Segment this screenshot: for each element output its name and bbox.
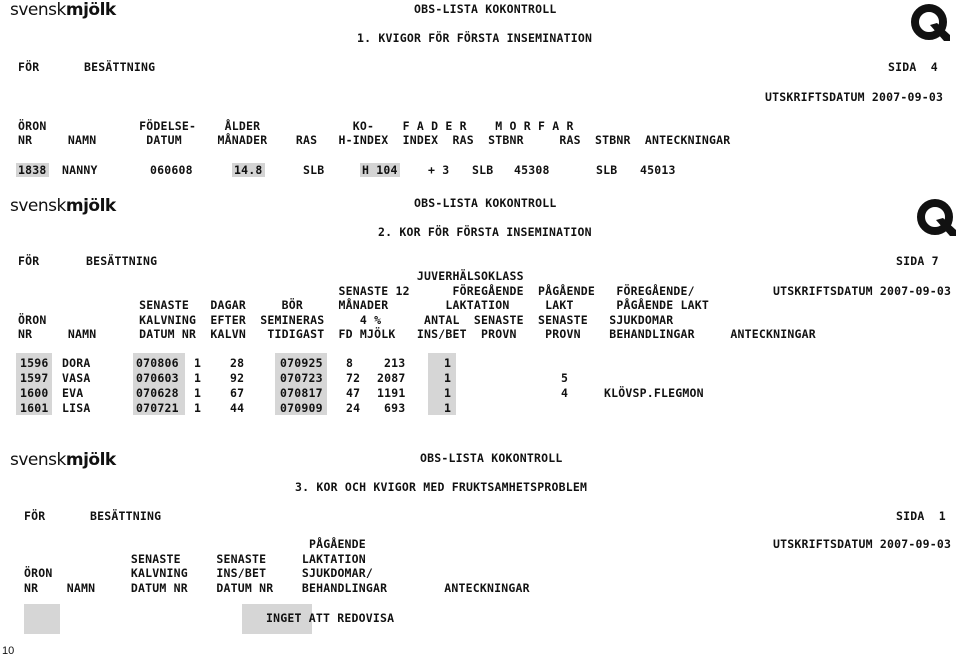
for-label: FÖR — [24, 509, 46, 523]
column-header-line-4: ÖRON KALVNING EFTER SEMINERAS 4 % ANTAL SENASTE SENASTE SJUKDOMAR — [18, 313, 674, 327]
print-date: UTSKRIFTSDATUM 2007-09-03 — [765, 90, 944, 104]
cell-name: LISA — [62, 401, 91, 415]
column-header-line-2: SENASTE 12 FÖREGÅENDE PÅGÅENDE FÖREGÅENDE/ — [18, 284, 695, 298]
table-row — [16, 164, 49, 177]
cell-name: DORA — [62, 356, 91, 370]
column-header-line-2: NR NAMN DATUM MÅNADER RAS H-INDEX INDEX RAS STBNR RAS STBNR ANTECKNINGAR — [18, 133, 731, 147]
cell-bor: 070817 — [280, 386, 323, 400]
cell-fd: 8 — [346, 356, 354, 370]
cell-senaste-provn: 5 — [561, 371, 569, 385]
cell-mfather-stbnr: 45013 — [640, 163, 676, 177]
cell-mjolk: 213 — [384, 356, 406, 370]
page-indicator: SIDA 7 — [896, 254, 939, 268]
cell-dagar: 67 — [230, 386, 245, 400]
column-header-line-5: NR NAMN DATUM NR KALVN TIDIGAST FD MJÖLK INS/BET PROVN PROVN BEHANDLINGAR ANTECKNINGAR — [18, 327, 816, 341]
column-header-line-1: ÖRON FÖDELSE- ÅLDER KO- F A D E R M O R F A R — [18, 119, 574, 133]
cell-hindex: H 104 — [362, 163, 398, 177]
cell-date: 070603 — [136, 371, 179, 385]
list-title: OBS-LISTA KOKONTROLL — [414, 2, 557, 16]
cell-ins: 1 — [444, 386, 452, 400]
cell-dob: 060608 — [150, 163, 193, 177]
cell-bor: 070909 — [280, 401, 323, 415]
cell-senaste-provn: 4 — [561, 386, 569, 400]
cell-nr: 1 — [194, 356, 202, 370]
cell-oron: 1601 — [20, 401, 49, 415]
page-number: 10 — [2, 645, 15, 657]
column-header-line-1: PÅGÅENDE — [24, 537, 366, 551]
for-label: FÖR — [18, 254, 40, 268]
cell-ins: 1 — [444, 356, 452, 370]
no-records-message: INGET ATT REDOVISA — [266, 611, 395, 625]
cell-date: 070721 — [136, 401, 179, 415]
q-quality-icon — [910, 3, 950, 45]
cell-ras: SLB — [303, 163, 325, 177]
cell-name: NANNY — [62, 163, 98, 177]
list-subtitle: 3. KOR OCH KVIGOR MED FRUKTSAMHETSPROBLEM — [295, 480, 588, 494]
cell-nr: 1 — [194, 371, 202, 385]
cell-sjukdomar: KLÖVSP.FLEGMON — [604, 386, 704, 400]
cell-oron: 1597 — [20, 371, 49, 385]
list-title: OBS-LISTA KOKONTROLL — [420, 451, 563, 465]
cell-bor: 070723 — [280, 371, 323, 385]
logo-part1: svensk — [10, 0, 66, 20]
logo-part1: svensk — [10, 450, 66, 470]
cell-mjolk: 1191 — [377, 386, 406, 400]
cell-oron: 1838 — [18, 163, 47, 177]
cell-name: VASA — [62, 371, 91, 385]
page-indicator: SIDA 4 — [888, 60, 938, 74]
list-subtitle: 1. KVIGOR FÖR FÖRSTA INSEMINATION — [357, 31, 593, 45]
cell-ins: 1 — [444, 371, 452, 385]
cell-name: EVA — [62, 386, 84, 400]
logo-part2: mjölk — [65, 196, 116, 216]
cell-nr: 1 — [194, 386, 202, 400]
besattning-label: BESÄTTNING — [84, 60, 156, 74]
list-title: OBS-LISTA KOKONTROLL — [414, 196, 557, 210]
logo-part1: svensk — [10, 196, 66, 216]
cell-dagar: 28 — [230, 356, 245, 370]
cell-oron: 1596 — [20, 356, 49, 370]
column-header-line-1: JUVERHÄLSOKLASS — [18, 269, 524, 283]
cell-date: 070806 — [136, 356, 179, 370]
highlight-ins-column — [428, 353, 456, 415]
cell-nr: 1 — [194, 401, 202, 415]
q-quality-icon — [916, 198, 956, 240]
besattning-label: BESÄTTNING — [86, 254, 158, 268]
list-subtitle: 2. KOR FÖR FÖRSTA INSEMINATION — [378, 225, 592, 239]
page-indicator: SIDA 1 — [896, 509, 946, 523]
cell-bor: 070925 — [280, 356, 323, 370]
cell-index: + 3 — [428, 163, 450, 177]
cell-fd: 72 — [346, 371, 361, 385]
print-date: UTSKRIFTSDATUM 2007-09-03 — [773, 284, 952, 298]
cell-fd: 24 — [346, 401, 361, 415]
cell-dagar: 44 — [230, 401, 245, 415]
cell-oron: 1600 — [20, 386, 49, 400]
cell-fd: 47 — [346, 386, 361, 400]
logo-svenskmjolk — [10, 196, 116, 216]
column-header-line-3: ÖRON KALVNING INS/BET SJUKDOMAR/ — [24, 566, 374, 580]
column-header-line-4: NR NAMN DATUM NR DATUM NR BEHANDLINGAR ANTECKNINGAR — [24, 581, 530, 595]
for-label: FÖR — [18, 60, 40, 74]
cell-ins: 1 — [444, 401, 452, 415]
cell-father-stbnr: 45308 — [514, 163, 550, 177]
column-header-line-2: SENASTE SENASTE LAKTATION — [24, 552, 366, 566]
highlight-oron-column — [24, 604, 60, 634]
column-header-line-3: SENASTE DAGAR BÖR MÅNADER LAKTATION LAKT PÅGÅENDE LAKT — [18, 298, 709, 312]
cell-father-ras: SLB — [472, 163, 494, 177]
cell-date: 070628 — [136, 386, 179, 400]
cell-age: 14.8 — [234, 163, 263, 177]
logo-svenskmjolk — [10, 450, 116, 470]
cell-mjolk: 693 — [384, 401, 406, 415]
logo-svenskmjolk — [10, 0, 116, 20]
cell-mfather-ras: SLB — [596, 163, 618, 177]
print-date: UTSKRIFTSDATUM 2007-09-03 — [773, 537, 952, 551]
logo-part2: mjölk — [65, 450, 116, 470]
cell-dagar: 92 — [230, 371, 245, 385]
logo-part2: mjölk — [65, 0, 116, 20]
cell-mjolk: 2087 — [377, 371, 406, 385]
besattning-label: BESÄTTNING — [90, 509, 162, 523]
